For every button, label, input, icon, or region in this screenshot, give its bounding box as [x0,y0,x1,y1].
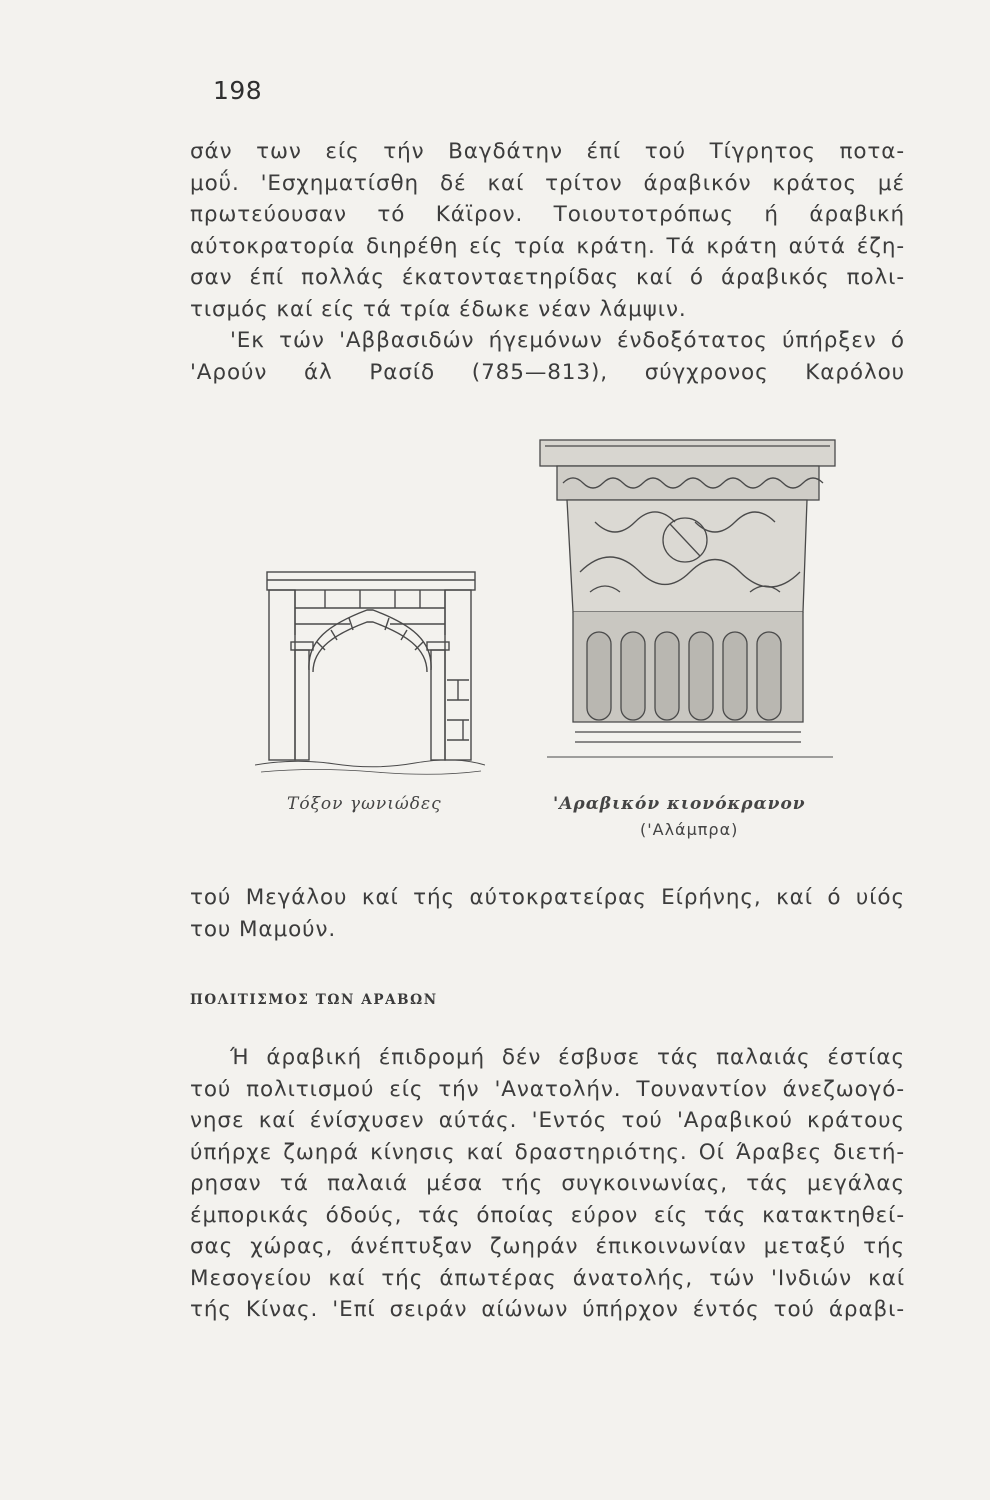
text-line: Ή άραβική έπιδρομή δέν έσβυσε τάς παλαιάς έστίας [230,1045,905,1070]
paragraph-abbasids [190,136,905,388]
text-line: τού Μεγάλου καί τής αύτοκρατείρας Είρήνης, καί ό υίός [190,885,905,910]
text-line: 'Αρούν άλ Ρασίδ (785—813), σύγχρονος Καρόλου [190,359,905,385]
text-line: σάν των είς τήν Βαγδάτην έπί τού Τίγρητος ποτα- [190,139,905,164]
arch-illustration [255,560,485,795]
text-line: 'Εκ τών 'Αββασιδών ήγεμόνων ένδοξότατος ύπήρξεν ό [230,328,905,353]
text-line: σας χώρας, άνέπτυξαν ζωηράν έπικοινωνίαν μεταξύ τής [190,1234,905,1259]
text-line: αύτοκρατορία διηρέθη είς τρία κράτη. Τά κράτη αύτά έζη- [190,233,905,259]
section-heading: ΠΟΛΙΤΙΣΜΟΣ ΤΩΝ ΑΡΑΒΩΝ [190,992,438,1008]
capital-caption: 'Αραβικόν κιονόκρανον [553,794,806,814]
paragraph-civilization [190,1042,905,1326]
paragraph-continuation [190,882,905,945]
text-line: ύπήρχε ζωηρά κίνησις καί δραστηριότης. Οί Άραβες διετή- [190,1139,905,1165]
text-line: τής Κίνας. 'Επί σειράν αίώνων ύπήρχον έντός τού άραβι- [190,1297,905,1322]
text-line: ρησαν τά παλαιά μέσα τής συγκοινωνίας, τάς μεγάλας [190,1171,905,1196]
arch-caption: Τόξον γωνιώδες [287,794,442,814]
capital-subcaption: ('Αλάμπρα) [640,820,739,839]
text-line: τού πολιτισμού είς τήν 'Ανατολήν. Τουναντίον άνεζωογό- [190,1076,905,1102]
text-line: πρωτεύουσαν τό Κάϊρον. Τοιουτοτρόπως ή άραβική [190,202,905,227]
text-line: τισμός καί είς τά τρία έδωκε νέαν λάμψιν. [190,296,687,322]
text-line: έμπορικάς όδούς, τάς όποίας εύρον είς τάς κατακτηθεί- [190,1202,905,1228]
page-number: 198 [213,76,263,105]
text-line: του Μαμούν. [190,916,337,942]
text-line: νησε καί ένίσχυσεν αύτάς. 'Εντός τού 'Αραβικού κράτους [190,1108,905,1133]
text-line: μοΰ. 'Εσχηματίσθη δέ καί τρίτον άραβικόν κράτος μέ [190,170,905,196]
text-line: σαν έπί πολλάς έκατονταετηρίδας καί ό άραβικός πολι- [190,265,905,290]
text-line: Μεσογείου καί τής άπωτέρας άνατολής, τών 'Ινδιών καί [190,1265,905,1291]
capital-illustration [535,432,845,772]
